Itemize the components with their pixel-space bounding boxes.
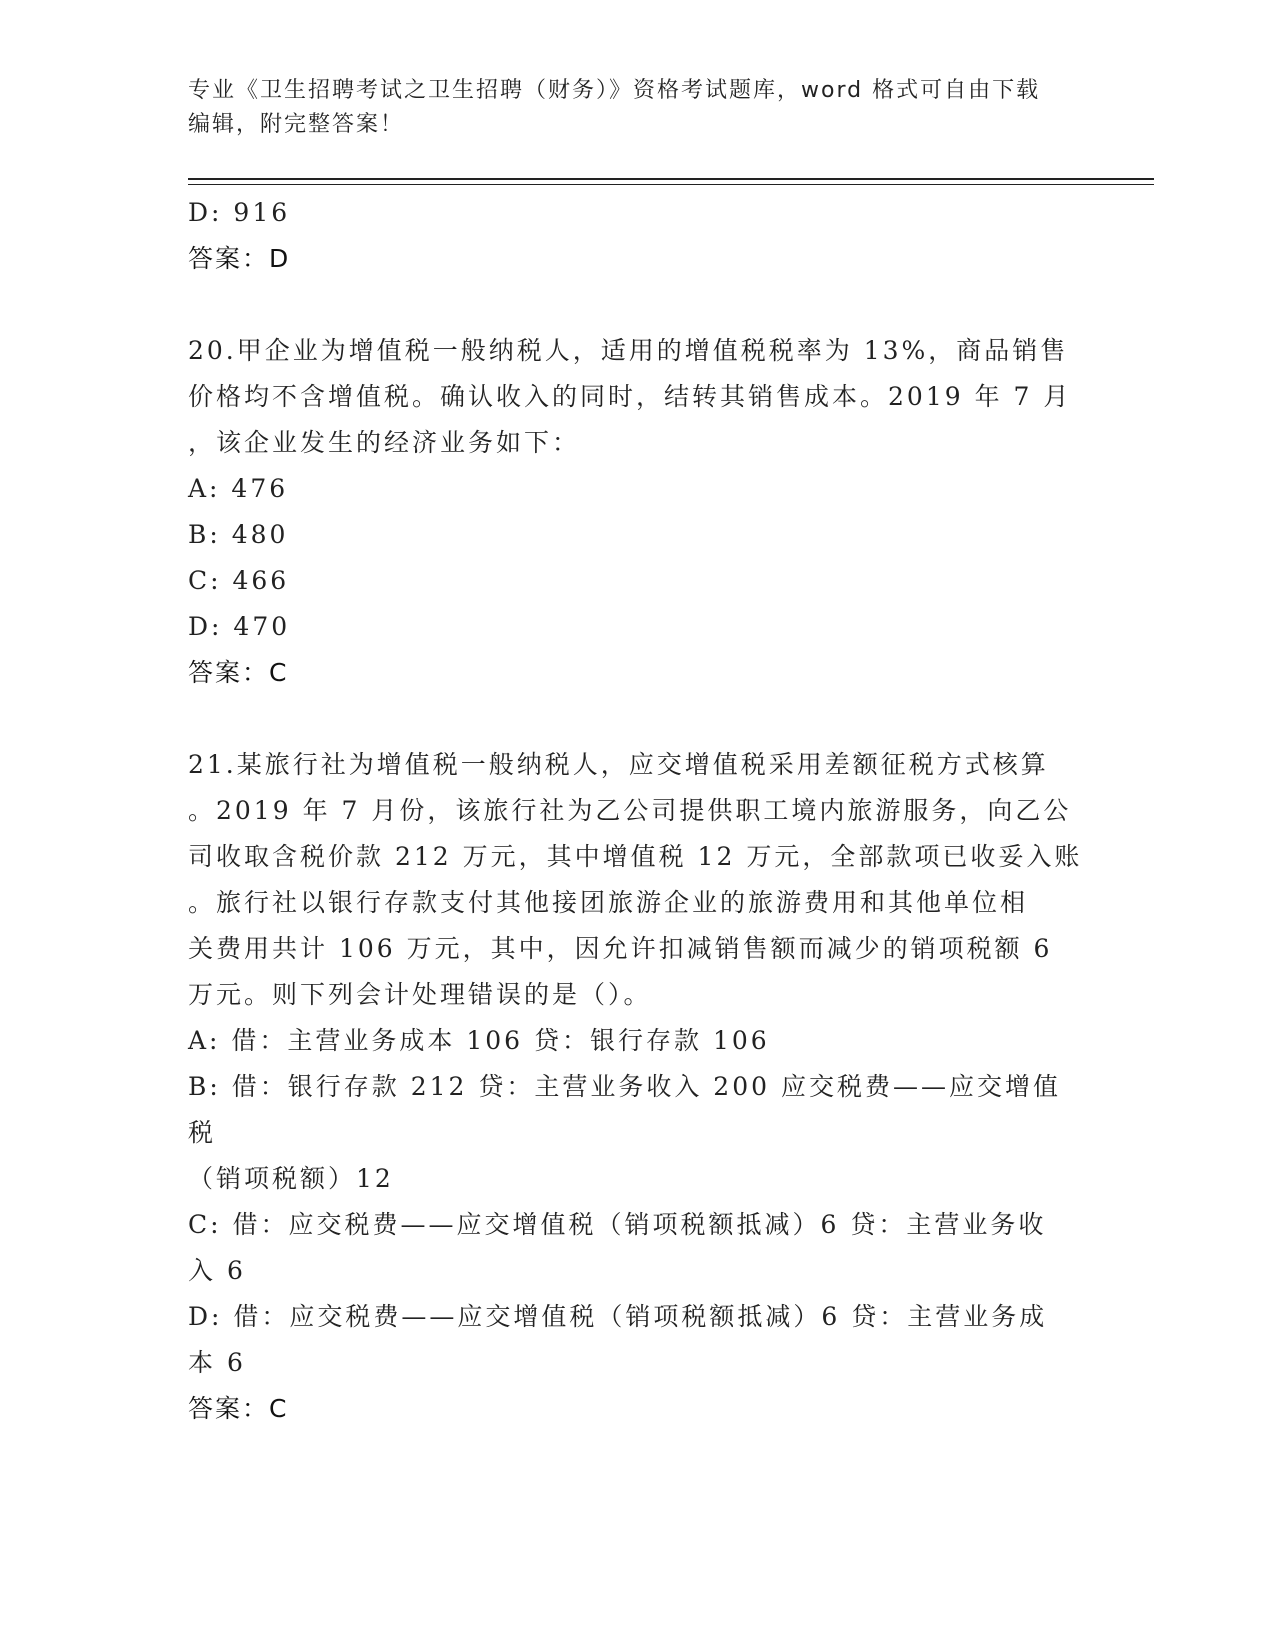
question-20: [188, 328, 1088, 696]
q21-answer: 答案：C: [188, 1394, 289, 1423]
question-21: [188, 742, 1088, 1432]
q21-option-b-cont: （销项税额）12: [188, 1164, 394, 1193]
q21-option-c: C: 借：应交税费——应交增值税（销项税额抵减）6 贷：主营业务收: [188, 1210, 1047, 1239]
prev-answer: 答案：D: [188, 244, 291, 273]
header-divider-thick: [188, 178, 1154, 180]
q21-text-line: 关费用共计 106 万元，其中，因允许扣减销售额而减少的销项税额 6: [188, 934, 1053, 963]
q21-text-line: 万元。则下列会计处理错误的是（）。: [188, 980, 652, 1009]
q20-text-line: 20.甲企业为增值税一般纳税人，适用的增值税税率为 13%，商品销售: [188, 336, 1069, 365]
spacer: [188, 282, 1088, 328]
q21-text-line: 21.某旅行社为增值税一般纳税人，应交增值税采用差额征税方式核算: [188, 750, 1049, 779]
prev-option-d: D: 916: [188, 198, 291, 227]
document-header: [188, 74, 1088, 142]
spacer: [188, 696, 1088, 742]
header-line-1: 专业《卫生招聘考试之卫生招聘（财务）》资格考试题库，word 格式可自由下载: [188, 78, 1041, 103]
q21-option-a: A: 借：主营业务成本 106 贷：银行存款 106: [188, 1026, 770, 1055]
q21-text-line: 司收取含税价款 212 万元，其中增值税 12 万元，全部款项已收妥入账: [188, 842, 1083, 871]
document-body: [188, 190, 1088, 1432]
q21-text-line: 。旅行社以银行存款支付其他接团旅游企业的旅游费用和其他单位相: [188, 888, 1029, 917]
header-divider-thin: [188, 184, 1154, 185]
q21-option-b: B: 借：银行存款 212 贷：主营业务收入 200 应交税费——应交增值税: [188, 1072, 1061, 1147]
q20-option-c: C: 466: [188, 566, 290, 595]
q20-option-a: A: 476: [188, 474, 289, 503]
q20-option-d: D: 470: [188, 612, 291, 641]
q20-text-line: 价格均不含增值税。确认收入的同时，结转其销售成本。2019 年 7 月: [188, 382, 1072, 411]
q21-option-d: D: 借：应交税费——应交增值税（销项税额抵减）6 贷：主营业务成: [188, 1302, 1048, 1331]
q21-text-line: 。2019 年 7 月份，该旅行社为乙公司提供职工境内旅游服务，向乙公: [188, 796, 1072, 825]
q21-option-c-cont: 入 6: [188, 1256, 246, 1285]
q20-text-line: ，该企业发生的经济业务如下：: [188, 428, 581, 457]
q20-answer: 答案：C: [188, 658, 289, 687]
q20-option-b: B: 480: [188, 520, 289, 549]
q21-option-d-cont: 本 6: [188, 1348, 246, 1377]
header-line-2: 编辑，附完整答案！: [188, 112, 405, 137]
